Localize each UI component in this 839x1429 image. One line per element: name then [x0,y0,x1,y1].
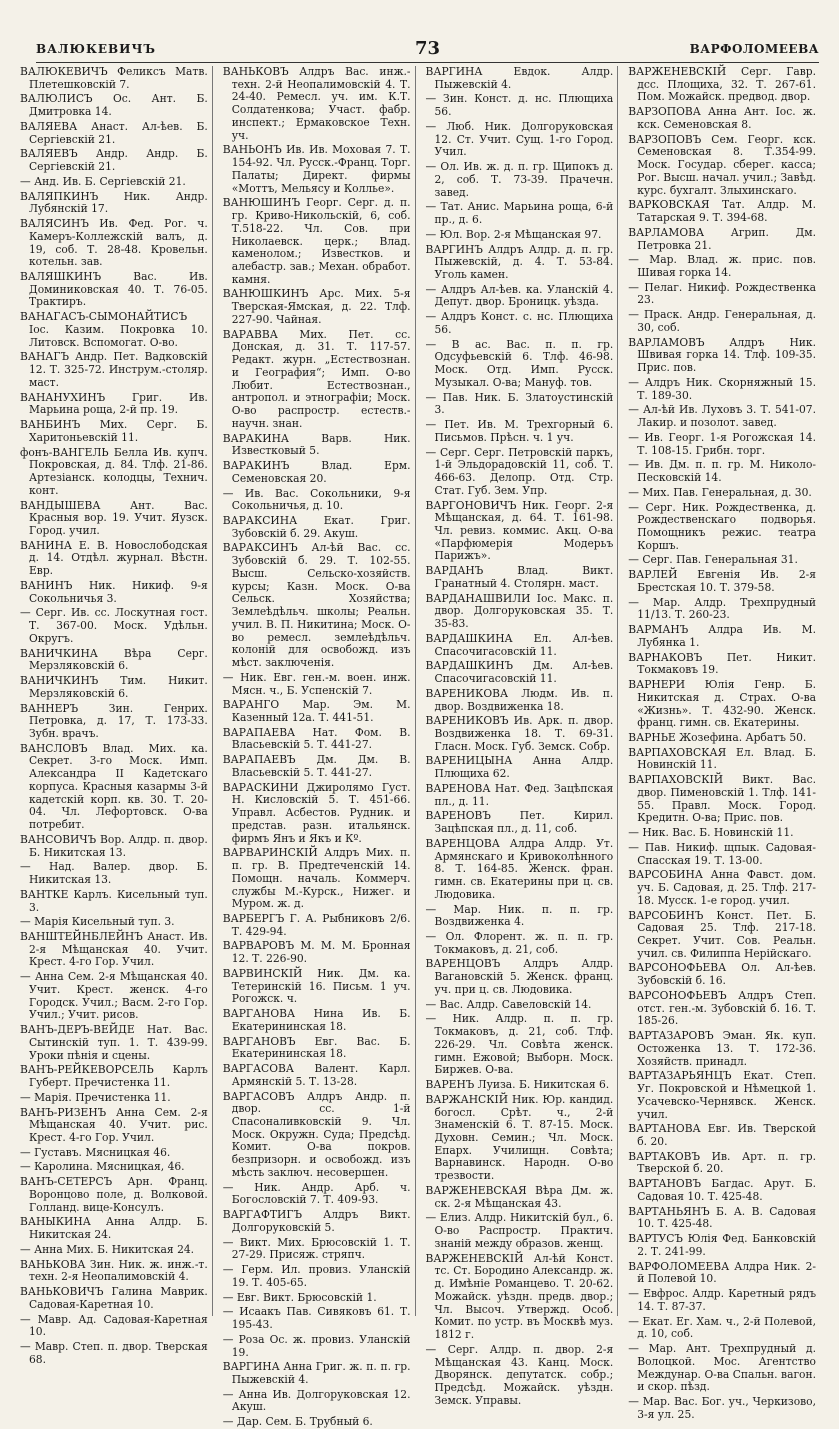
directory-entry: ВАРЖЕНЕВСКАЯ Вѣра Дм. ж. ск. 2-я Мѣщанская 43. [425,1183,614,1210]
directory-entry: ВАРЗОПОВЪ Сем. Георг. кск. Семеновская 8. Т.354-99. Моск. Государ. сберег. касса; Рог. Высш. начал. учил.; Завѣд. курс. бухгалт. Злыхинскаго. [628,132,816,197]
directory-entry: ВАНЪ-РИЗЕНЪ Анна Сем. 2-я Мѣщанская 40. Учит. рис. Крест. 4-го Гор. Учил. [20,1105,208,1145]
directory-entry: ВАРДАШКИНЪ Дм. Ал-ѣев. Спасочигасовскій 11. [425,659,614,686]
directory-entry: ВАРЕНИКОВА Людм. Ив. п. двор. Воздвиженка 18. [425,686,614,713]
running-head-left: ВАЛЮКЕВИЧЪ [36,42,156,56]
directory-entry: ВАРАКСИНЪ Ал-ѣй Вас. сс. Зубовскій б. 29. Т. 102-55. Высш. Сельско-хозяйств. курсы; Казн. Моск. О-ва Сельск. Хозяйства; Землеѣдѣльч. школы; Реальн. учил. В. П. Никитина; Моск. О-во ремесл. землеѣдѣльч. колоній для освобожд. изъ мѣст. заключенія. [222,541,411,670]
directory-entry: — Мих. Пав. Генеральная, д. 30. [628,485,812,499]
directory-entry: — Ив. Дм. п. п. гр. М. Николо-Песковскій 14. [628,458,816,485]
directory-entry: — Пелаг. Никиф. Рождественка 23. [628,280,816,307]
directory-entry: ВАРТАНЬЯНЪ Б. А. В. Садовая 10. Т. 425-48. [628,1204,816,1231]
directory-entry: — Евфрос. Алдр. Каретный рядъ 14. Т. 87-37. [628,1287,816,1313]
directory-entry: фонъ-ВАНГЕЛЬ Белла Ив. купч. Покровская, д. 84. Тлф. 21-86. Артезіанск. колодцы, Технич. конт. [20,445,208,497]
directory-entry: ВАЛЯСИНЪ Ив. Фед. Рог. ч. Камеръ-Коллежскій валъ, д. 19, соб. Т. 28-48. Кровельн. котельн. зав. [20,217,208,269]
directory-entry: ВАНАНУХИНЪ Григ. Ив. Марьина роща, 2-й пр. 19. [20,390,208,417]
directory-entry: ВАРВАРИНСКІЙ Алдръ Мих. п. п. гр. В. Предтеченскій 14. Помощн. началь. Коммерч. службы М.-Курск., Нижег. и Муром. ж. д. [222,846,411,911]
directory-entry: ВАРЛАМОВА Агрип. Дм. Петровка 21. [628,225,816,252]
directory-entry: ВАРТАКОВЪ Ив. Арт. п. гр. Тверской б. 20. [628,1149,816,1176]
column-1 [20,65,213,1366]
directory-entry: — Ив. Георг. 1-я Рогожская 14. Т. 108-15. Грибн. торг. [628,430,816,457]
directory-entry: ВАНЪ-СЕТЕРСЪ Арн. Франц. Воронцово поле, д. Волковой. Голланд. вице-Консулъ. [20,1175,208,1214]
directory-entry: — Ник. Евг. ген.-м. воен. инж. Мясн. ч., Б. Успенскій 7. [222,670,411,697]
directory-entry: ВАРЛАМОВЪ Алдръ Ник. Швивая горка 14. Тлф. 109-35. Прис. пов. [628,335,816,375]
directory-entry: — Серг. Ив. сс. Лоскутная гост. Т. 367-00. Моск. Удѣльн. Округъ. [20,606,208,645]
directory-entry: ВАНСОВИЧЪ Вор. Алдр. п. двор. Б. Никитская 13. [20,832,208,859]
directory-entry: ВАРВАРОВЪ М. М. М. Бронная 12. Т. 226-90. [222,939,411,966]
directory-entry: — Ол. Флорент. ж. п. п. гр. Токмаковъ, д. 21, соб. [425,930,614,956]
directory-entry: — Тат. Анис. Марьина роща, 6-й пр., д. 6. [425,200,614,227]
directory-entry: ВАННЕРЪ Зин. Генрих. Петровка, д. 17, Т. 173-33. Зубн. врачъ. [20,701,208,740]
directory-entry: ВАРГИНА Анна Григ. ж. п. п. гр. Пыжевскій 4. [222,1360,411,1386]
directory-entry: — Праск. Андр. Генеральная, д. 30, соб. [628,308,816,334]
directory-entry: ВАНЬОНЪ Ив. Ив. Моховая 7. Т. 154-92. Чл. Русск.-Франц. Торг. Палаты; Директ. фирмы «Моттъ, Мельяcу и Коллье». [222,143,411,195]
directory-entry: ВАРАСКИНИ Джиролямо Густ. Н. Кисловскій 5. Т. 451-66. Управл. Асбестов. Рудник. и представ. разн. итальянск. фирмъ Янъ и Якъ и Кº. [222,780,411,845]
directory-entry: — Анна Мих. Б. Никитская 24. [20,1242,195,1256]
directory-entry: — Ник. Андр. Арб. ч. Богословскій 7. Т. 409-93. [222,1180,411,1207]
directory-entry: ВАРЕНЦОВЪ Алдръ Алдр. Вагановскій 5. Женск. франц. уч. при ц. св. Людовика. [425,957,614,996]
directory-entry: ВАРГАФТИГЪ Алдръ Викт. Долгоруковскій 5. [222,1208,411,1234]
directory-entry: ВАРГИНА Евдок. Алдр. Пыжевскій 4. [425,65,614,91]
directory-entry: — Дар. Сем. Б. Трубный 6. [222,1415,373,1429]
directory-entry: ВАНЪ-ДЕРЪ-ВЕЙДЕ Нат. Вас. Сытинскій туп. 1. Т. 439-99. Уроки пѣнія и сцены. [20,1023,208,1062]
directory-entry: ВАРВИНСКІЙ Ник. Дм. ка. Тетеринскій 16. Письм. 1 уч. Рогожск. ч. [222,966,411,1006]
directory-entry: — Пав. Ник. Б. Златоустинскій 3. [425,390,614,417]
directory-entry: ВАНАГАСЪ-СЫМОНАЙТИСЪ Іос. Казим. Покровка 10. Литовск. Вспомогат. О-во. [20,310,208,349]
page-number: 73 [414,38,441,59]
directory-entry: ВАНЬКОВЪ Алдръ Вас. инж.-техн. 2-й Неопалимовскій 4. Т. 24-40. Ремесл. уч. им. К.Т. Солдатенкова; Участ. фабр. инспект.; Ермаковское Техн. уч. [222,65,411,142]
directory-entry: — Ол. Ив. ж. д. п. гр. Щипокъ д. 2, соб. Т. 73-39. Прачечн. завед. [425,160,614,199]
directory-entry: ВАРТАНОВЪ Багдас. Арут. Б. Садовая 10. Т. 425-48. [628,1177,816,1203]
directory-entry: — Над. Валер. двор. Б. Никитская 13. [20,860,208,887]
directory-entry: ВАРТУСЪ Юлія Фед. Банковскій 2. Т. 241-99. [628,1232,816,1258]
directory-entry: ВАНИНА Е. В. Новослободская д. 14. Отдѣл. журнал. Вѣстн. Евр. [20,538,208,578]
directory-entry: ВАНБИНЪ Мих. Серг. Б. Харитоньевскій 11. [20,418,208,444]
column-4 [628,65,820,1421]
directory-entry: ВАРЖАНСКІЙ Ник. Юр. кандид. богосл. Срѣт. ч., 2-й Знаменскій 6. Т. 87-15. Моск. Духовн. Семин.; Чл. Моск. Епарх. Училищн. Совѣта; Варнавинск. Народн. О-во трезвости. [425,1092,614,1183]
directory-entry: ВАНИЧКИНЪ Тим. Никит. Мерзляковскій 6. [20,674,208,700]
directory-entry: — Ник. Вас. Б. Новинскій 11. [628,826,794,840]
directory-entry: ВАРАПАЕВЪ Дм. Дм. В. Власьевскій 5. Т. 441-27. [222,753,411,779]
directory-entry: ВАРАКСИНА Екат. Григ. Зубовскій б. 29. Акуш. [222,513,411,540]
directory-entry: — Елиз. Алдр. Никитскій бул., 6. О-во Распростр. Практич. знаній между образов. женщ. [425,1211,614,1250]
text-columns [20,65,820,1429]
directory-entry: — Серг. Пав. Генеральная 31. [628,553,798,567]
directory-entry: ВАРГАСОВА Валент. Карл. Армянскій 5. Т. 13-28. [222,1062,411,1088]
directory-entry: — В ас. Вас. п. п. гр. Одсуфьевскій 6. Тлф. 46-98. Моск. Отд. Имп. Русск. Музыкал. О-ва; Мануф. тов. [425,337,614,389]
directory-entry: ВАРЕНИЦЫНА Анна Алдр. Плющиха 62. [425,754,614,781]
directory-entry: — Мавр. Ад. Садовая-Каретная 10. [20,1312,208,1339]
directory-entry: ВАРЖЕНЕВСКІЙ Ал-ѣй Конст. тс. Ст. Бородино Александр. ж. д. Имѣніе Романцево. Т. 20-62. Можайск. уѣздн. предв. двор.; Чл. Высоч. Утвержд. Особ. Комит. по устр. въ Москвѣ муз. 1812 г. [425,1251,614,1342]
directory-entry: ВАРДАШКИНА Ел. Ал-ѣев. Спасочигасовскій 11. [425,631,614,658]
directory-entry: ВАРГАСОВЪ Алдръ Андр. п. двор. сс. 1-й Спасоналивковскій 9. Чл. Моск. Окружн. Суда; Предсѣд. Комит. О-ва покров. безпризорн. и освобожд. изъ мѣсть заключ. несовершен. [222,1089,411,1179]
directory-entry: ВАРСОНОФЬЕВА Ол. Ал-ѣев. Зубовскій б. 16. [628,961,816,988]
directory-entry: — Алдръ Ник. Скорняжный 15. Т. 189-30. [628,375,816,402]
directory-entry: — Анна Сем. 2-я Мѣщанская 40. Учит. Крест. женск. 4-го Городск. Учил.; Васм. 2-го Гор. Учил.; Учит. рисов. [20,970,208,1022]
directory-entry: ВАРЕНОВЪ Пет. Кирил. Зацѣпская пл., д. 11, соб. [425,809,614,836]
directory-entry: ВАРАКИНЪ Влад. Ерм. Семеновская 20. [222,459,411,485]
column-2 [222,65,416,1429]
directory-entry: ВАРАНГО Мар. Эм. М. Казенный 12а. Т. 441-51. [222,698,411,724]
directory-entry: ВАНЬКОВА Зин. Ник. ж. инж.-т. техн. 2-я Неопалимовскій 4. [20,1257,208,1284]
directory-entry: — Серг. Ник. Рождественка, д. Рождественскаго подворья. Помощникъ режис. театра Коршъ. [628,500,816,552]
directory-entry: ВАРЕНЦОВА Алдра Алдр. Ут. Армянскаго и Кривоколѣнного 8. Т. 164-85. Женск. фран. гимн. св. Екатерины при ц. св. Людовика. [425,836,614,901]
directory-entry: ВАРГОНОВИЧЪ Ник. Георг. 2-я Мѣщанская, д. 64. Т. 161-98. Чл. ревиз. коммис. Акц. О-ва «Парфюмерія Модерьъ Парижъ». [425,498,614,563]
directory-entry: — Анд. Ив. Б. Сергіевскій 21. [20,174,186,188]
directory-entry: ВАРЕНЪ Луиза. Б. Никитская 6. [425,1078,610,1092]
directory-entry: ВАРЕНИКОВЪ Ив. Арк. п. двор. Воздвиженка 18. Т. 69-31. Гласн. Моск. Губ. Земск. Собр. [425,714,614,753]
directory-entry: — Мар. Ант. Трехпрудный д. Волоцкой. Мос. Агентство Междунар. О-ва Спальн. вагон. и скор. пѣзд. [628,1342,816,1394]
directory-entry: — Екат. Ег. Хам. ч., 2-й Полевой, д. 10, соб. [628,1314,816,1341]
directory-entry: ВАРЕНОВА Нат. Фед. Зацѣпская пл., д. 11. [425,781,614,808]
directory-entry: ВАРСОНОФЬЕВЪ Алдръ Степ. отст. ген.-м. Зубовскій б. 16. Т. 185-26. [628,988,816,1028]
directory-entry: — Серг. Серг. Петровскій паркъ, 1-й Эльдорадовскій 11, соб. Т. 466-63. Делопр. Отд. Стр. Стат. Губ. Зем. Упр. [425,445,614,497]
directory-entry: ВАРЛЕЙ Евгенія Ив. 2-я Брестская 10. Т. 379-58. [628,568,816,594]
directory-entry: ВАРФОЛОМЕЕВА Алдра Ник. 2-й Полевой 10. [628,1259,816,1286]
directory-entry: ВАНЮШКИНЪ Арс. Мих. 5-я Тверская-Ямская, д. 22. Тлф. 227-90. Чайная. [222,287,411,326]
directory-entry: — Мар. Ник. п. п. гр. Воздвиженка 4. [425,902,614,929]
directory-entry: ВАЛЮКЕВИЧЪ Феликсъ Матв. Плетешковскій 7. [20,65,208,91]
directory-entry: ВАРАКИНА Варв. Ник. Известковый 5. [222,431,411,458]
directory-entry: ВАНЬКОВИЧЪ Галина Маврик. Садовая-Каретная 10. [20,1285,208,1311]
directory-entry: ВАРСОБИНА Анна Фавст. дом. уч. Б. Садовая, д. 25. Тлф. 217-18. Мусск. 1-е город. учил. [628,868,816,907]
directory-entry: ВАРДАНАШВИЛИ Іос. Макс. п. двор. Долгоруковская 35. Т. 35-83. [425,591,614,631]
running-head-right: ВАРФОЛОМЕЕВА [689,42,819,56]
directory-entry: ВАРЖЕНЕВСКІЙ Серг. Гавр. дсс. Площиха, 32. Т. 267-61. Пом. Можайск. предвод. двор. [628,65,816,104]
directory-entry: — Марія. Пречистенка 11. [20,1090,171,1104]
directory-entry: — Люб. Ник. Долгоруковская 12. Ст. Учит. Сущ. 1-го Город. Учил. [425,119,614,159]
directory-entry: ВАРМАНЪ Алдра Ив. М. Лубянка 1. [628,623,816,649]
directory-entry: ВАНШТЕЙНБЛЕЙНЪ Анаст. Ив. 2-я Мѣщанская 40. Учит. Крест. 4-го Гор. Учил. [20,930,208,969]
directory-entry: ВАЛЯЕВА Анаст. Ал-ѣев. Б. Сергіевскій 21. [20,119,208,146]
directory-entry: ВАНИНЪ Ник. Никиф. 9-я Сокольничья 3. [20,578,208,605]
directory-entry: ВАРТАЗАРЬЯНЦЪ Екат. Степ. Уг. Покровской и Нѣмецкой 1. Усачевско-Чернявск. Женск. учил. [628,1069,816,1121]
page-header [36,30,819,63]
directory-entry: — Евг. Викт. Брюсовскій 1. [222,1290,377,1304]
directory-entry: ВАРЗОПОВА Анна Ант. Іос. ж. кск. Семеновская 8. [628,105,816,131]
directory-entry: — Исаакъ Пав. Сивяковъ 61. Т. 195-43. [222,1305,411,1332]
directory-entry: ВАНЪ-РЕЙКЕВОРСЕЛЬ Карлъ Губерт. Пречистенка 11. [20,1063,208,1090]
directory-entry: ВАЛЮЛИСЪ Ос. Ант. Б. Дмитровка 14. [20,92,208,119]
directory-entry: ВАЛЯШКИНЪ Вас. Ив. Доминиковская 40. Т. 76-05. Трактиръ. [20,270,208,309]
directory-entry: — Марія Кисельный туп. 3. [20,915,175,929]
directory-entry: ВАРТАЗАРОВЪ Эман. Як. куп. Остоженка 13. Т. 172-36. Хозяйств. принадл. [628,1029,816,1068]
directory-entry: — Пет. Ив. М. Трехгорный 6. Письмов. Прѣсн. ч. 1 уч. [425,418,614,444]
directory-entry: ВАНЫКИНА Анна Алдр. Б. Никитская 24. [20,1215,208,1242]
directory-entry: ВАРКОВСКАЯ Тат. Алдр. М. Татарская 9. Т. 394-68. [628,198,816,225]
directory-entry: — Анна Ив. Долгоруковская 12. Акуш. [222,1387,411,1414]
directory-entry: — Ник. Алдр. п. п. гр. Токмаковъ, д. 21, соб. Тлф. 226-29. Чл. Совѣта женск. гимн. Ежовой; Выборн. Моск. Биржев. О-ва. [425,1012,614,1077]
directory-entry: ВАРНАКОВЪ Пет. Никит. Токмаковъ 19. [628,650,816,677]
directory-entry: — Пав. Никиф. щпык. Садовая-Спасская 19. Т. 13-00. [628,840,816,867]
directory-entry: ВАРТАНОВА Евг. Ив. Тверской б. 20. [628,1122,816,1149]
directory-entry: ВАНАГЪ Андр. Пет. Вадковскій 12. Т. 325-72. Инструм.-столяр. маст. [20,350,208,389]
directory-entry: — Герм. Ил. провиз. Уланскій 19. Т. 405-65. [222,1263,411,1289]
directory-entry: — Ал-ѣй Ив. Луховъ 3. Т. 541-07. Лакир. и позолот. завед. [628,403,816,430]
directory-entry: ВАНЮШИНЪ Георг. Серг. д. п. гр. Криво-Никольскій, 6, соб. Т.518-22. Чл. Сов. при Николаевск. церк.; Влад. каменолом.; Известков. и алебастр. зав.; Механ. обработ. камня. [222,196,411,286]
column-3 [425,65,619,1407]
directory-entry: ВАРГАНОВА Нина Ив. Б. Екатерининская 18. [222,1007,411,1033]
directory-entry: ВАРПАХОВСКІЙ Викт. Вас. двор. Пименовскій 1. Тлф. 141-55. Правл. Моск. Город. Кредитн. О-ва; Прис. пов. [628,773,816,825]
directory-entry: ВАНДЫШЕВА Ант. Вас. Красныя вор. 19. Учит. Яузск. Город. учил. [20,498,208,537]
directory-entry: — Зин. Конст. д. нс. Плющиха 56. [425,92,614,119]
directory-entry: — Алдръ Ал-ѣев. ка. Уланскій 4. Депут. двор. Броницк. уѣзда. [425,282,614,309]
directory-entry: ВАРГАНОВЪ Евг. Вас. Б. Екатерининская 18. [222,1034,411,1061]
directory-entry: ВАРБЕРГЪ Г. А. Рыбниковъ 2/6. Т. 429-94. [222,912,411,938]
directory-entry: — Густавъ. Мясницкая 46. [20,1145,171,1159]
directory-entry: — Роза Ос. ж. провиз. Уланскій 19. [222,1332,411,1359]
directory-entry: ВАРНЕРИ Юлія Генр. Б. Никитская д. Страх. О-ва «Жизнь». Т. 432-90. Женск. франц. гимн. св. Екатерины. [628,678,816,730]
directory-entry: — Мар. Алдр. Трехпрудный 11/13. Т. 260-23. [628,595,816,622]
directory-entry: ВАРДАНЪ Влад. Викт. Гранатный 4. Столярн. маст. [425,564,614,590]
directory-entry: ВАНИЧКИНА Вѣра Серг. Мерзляковскій 6. [20,646,208,673]
directory-entry: — Мар. Влад. ж. прис. пов. Шивая горка 14. [628,253,816,280]
directory-entry: ВАРАПАЕВА Нат. Фом. В. Власьевскій 5. Т. 441-27. [222,725,411,752]
directory-entry: ВАРПАХОВСКАЯ Ел. Влад. Б. Новинскій 11. [628,745,816,772]
directory-entry: — Каролина. Мясницкая, 46. [20,1160,185,1174]
directory-entry: ВАЛЯПКИНЪ Ник. Андр. Лубянскій 17. [20,189,208,216]
directory-entry: ВАНТКЕ Карлъ. Кисельный туп. 3. [20,887,208,914]
directory-entry: — Викт. Мих. Брюсовскій 1. Т. 27-29. Присяж. стряпч. [222,1235,411,1262]
directory-entry: ВАРАВВА Мих. Пет. сс. Донская, д. 31. Т. 117-57. Редакт. журн. „Естествознан. и География“; Имп. О-во Любит. Естествознан., антропол. и этнографіи; Моск. О-во распростр. естеств.-научн. знан. [222,327,411,430]
directory-entry: ВАРГИНЪ Алдръ Алдр. д. п. гр. Пыжевскій, д. 4. Т. 53-84. Уголь камен. [425,242,614,282]
directory-entry: — Ив. Вас. Сокольники, 9-я Сокольничья, д. 10. [222,486,411,513]
directory-entry: — Серг. Алдр. п. двор. 2-я Мѣщанская 43. Канц. Моск. Дворянск. депутатск. собр.; Предсѣд. Можайск. уѣздн. Земск. Управы. [425,1342,614,1407]
directory-entry: — Мар. Вас. Бог. уч., Черкизово, 3-я ул. 25. [628,1394,816,1421]
directory-entry: — Алдръ Конст. с. нс. Плющиха 56. [425,310,614,336]
directory-entry: ВАНСЛОВЪ Влад. Мих. ка. Секрет. 3-го Моск. Имп. Александра II Кадетскаго корпуса. Красныя казармы 3-й кадетскій корп. кв. 30. Т. 20-04. Чл. Лефортовск. О-ва потребит. [20,741,208,832]
directory-entry: — Мавр. Степ. п. двор. Тверская 68. [20,1340,208,1366]
directory-entry: — Юл. Вор. 2-я Мѣщанская 97. [425,227,602,241]
directory-entry: ВАЛЯЕВЪ Андр. Андр. Б. Сергіевскій 21. [20,147,208,174]
directory-entry: ВАРСОБИНЪ Конст. Пет. Б. Садовая 25. Тлф. 217-18. Секрет. Учит. Сов. Реальн. учил. св. Филиппа Нерійскаго. [628,908,816,960]
directory-entry: ВАРНЬЕ Жозефина. Арбатъ 50. [628,730,807,744]
directory-entry: — Вас. Алдр. Савеловскій 14. [425,997,592,1011]
